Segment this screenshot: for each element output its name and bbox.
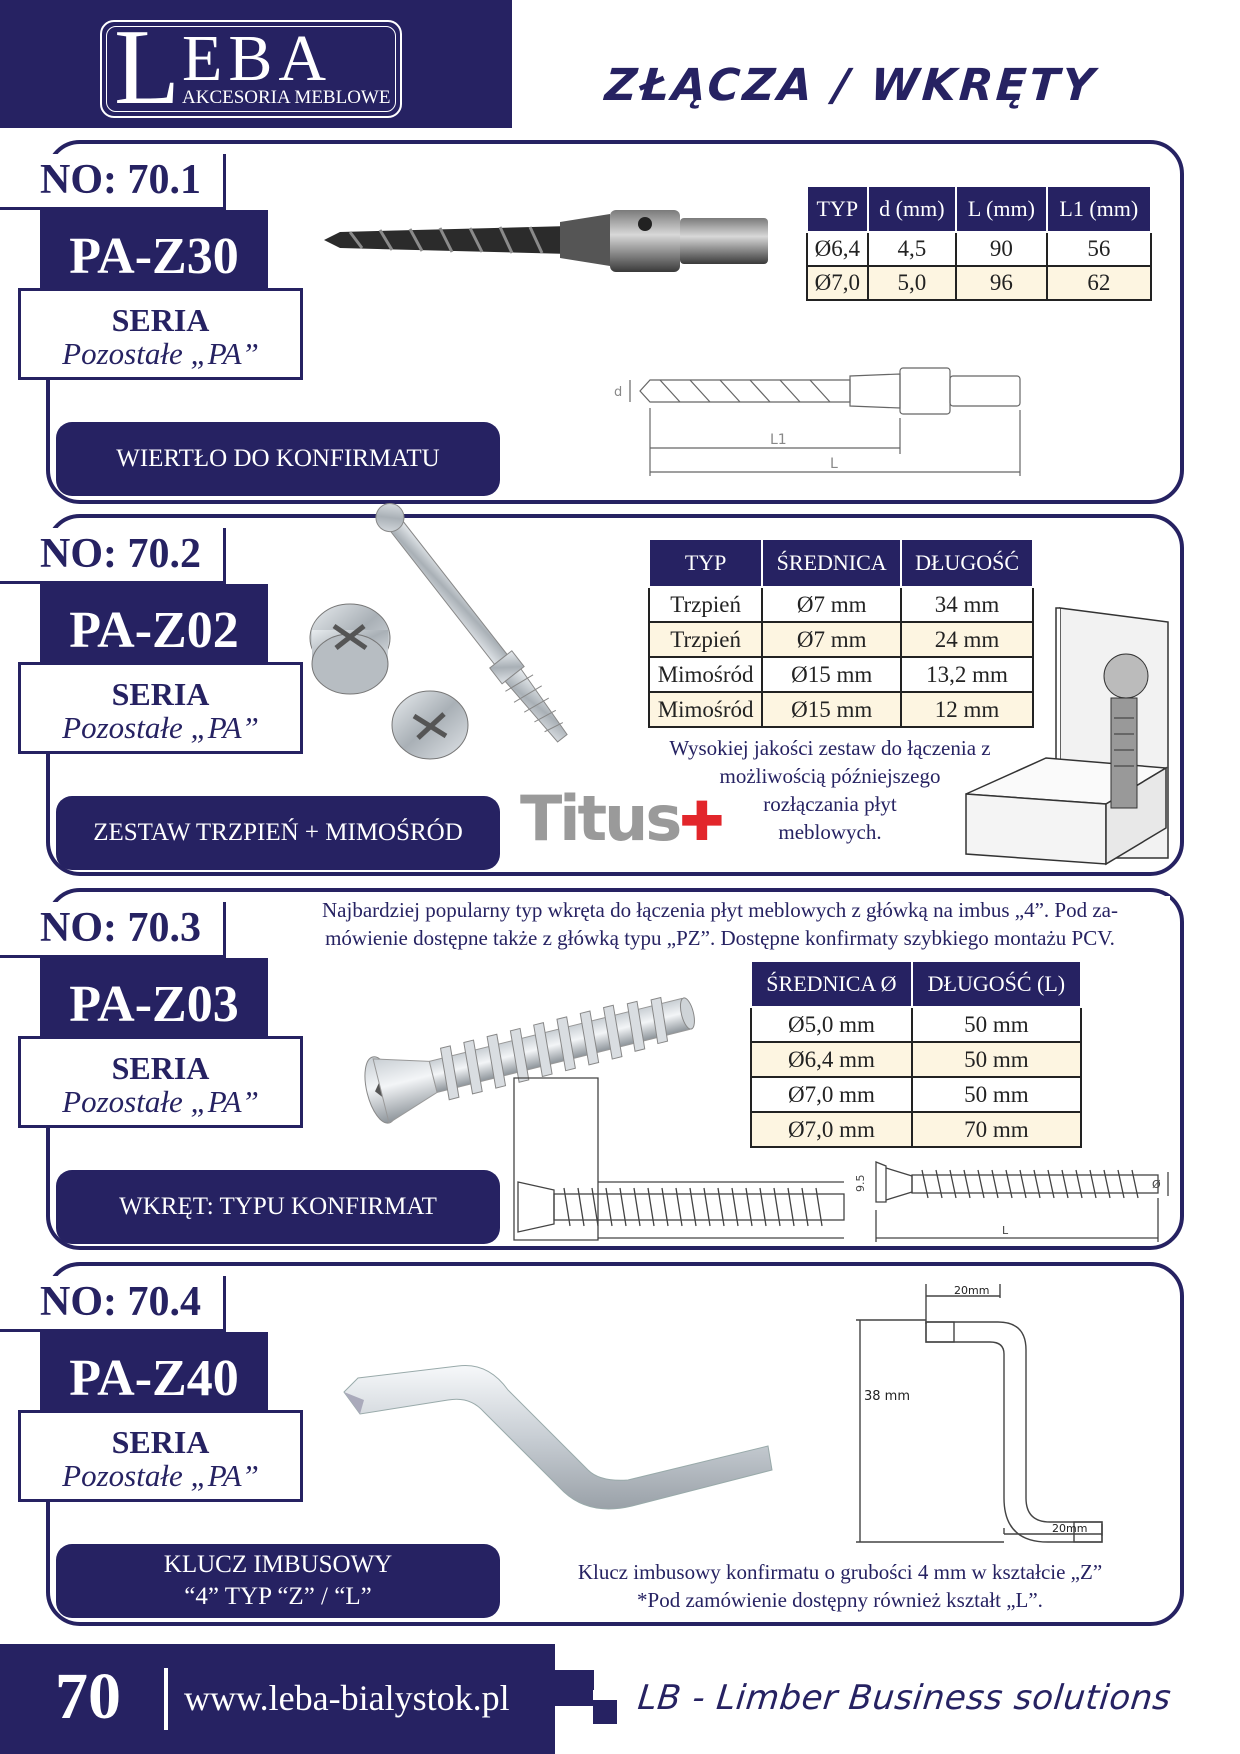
hex-key-image <box>338 1330 778 1500</box>
dimension-label: 20mm <box>954 1284 990 1297</box>
series-label: SERIA <box>111 676 210 712</box>
drill-technical-drawing <box>610 348 1070 478</box>
table-header: ŚREDNICA Ø <box>751 961 912 1007</box>
description-line: Wysokiej jakości zestaw do łączenia z <box>669 736 991 760</box>
table-row <box>807 232 1151 266</box>
page-title: ZŁĄCZA / WKRĘTY <box>603 60 1099 111</box>
product-code: PA-Z30 <box>40 210 268 304</box>
table-cell: Ø15 mm <box>762 657 901 692</box>
table-cell: 70 mm <box>912 1112 1081 1147</box>
dimension-label: 38 mm <box>864 1389 911 1404</box>
table-cell: 12 mm <box>901 692 1033 727</box>
logo-letter: L <box>114 8 180 127</box>
table-cell: 56 <box>1047 232 1151 266</box>
table-cell: Ø7 mm <box>762 622 901 657</box>
drill-bit-image <box>320 196 770 286</box>
table-cell: 24 mm <box>901 622 1033 657</box>
table-header: DŁUGOŚĆ <box>901 539 1033 587</box>
table-cell: Ø7,0 mm <box>751 1112 912 1147</box>
decor-square <box>593 1700 617 1724</box>
product-number: NO: 70.4 <box>0 1276 226 1332</box>
description-line: rozłączania płyt <box>763 792 897 816</box>
table-cell: 50 mm <box>912 1077 1081 1112</box>
product-label[interactable]: WIERTŁO DO KONFIRMATU <box>56 422 500 496</box>
table-cell: 62 <box>1047 266 1151 300</box>
product-code: PA-Z03 <box>40 958 268 1052</box>
table-header: ŚREDNICA <box>762 539 901 587</box>
spec-table-70-1 <box>806 185 1152 301</box>
description-line: *Pod zamówienie dostępny również kształt „L”. <box>637 1588 1043 1612</box>
table-cell: 90 <box>956 232 1046 266</box>
decor-square <box>574 1670 594 1690</box>
table-header: d (mm) <box>868 186 957 232</box>
screw-in-board-drawing <box>514 1078 844 1240</box>
table-row <box>807 266 1151 300</box>
description-line: możliwością późniejszego <box>719 764 941 788</box>
description-line: meblowych. <box>778 820 882 844</box>
intro-line: mówienie dostępne także z główką typu „PZ”. Dostępne konfirmaty szybkiego montażu PCV. <box>325 926 1115 950</box>
dimension-label: L1 <box>770 432 787 448</box>
table-cell: Ø5,0 mm <box>751 1007 912 1042</box>
series-box <box>18 1036 303 1128</box>
product-label[interactable]: WKRĘT: TYPU KONFIRMAT <box>56 1170 500 1244</box>
series-label: SERIA <box>111 302 210 338</box>
logo-subtitle: AKCESORIA MEBLOWE <box>182 87 391 108</box>
page-number: 70 <box>55 1660 121 1733</box>
decor-square <box>462 50 487 75</box>
table-cell: 96 <box>956 266 1046 300</box>
footer-divider <box>164 1668 168 1730</box>
table-cell: Ø15 mm <box>762 692 901 727</box>
footer-banner <box>0 1644 555 1754</box>
table-cell: Ø7 mm <box>762 587 901 622</box>
table-cell: Trzpień <box>649 587 762 622</box>
dimension-label: L <box>830 456 838 472</box>
series-label: SERIA <box>111 1050 210 1086</box>
table-cell: Ø7,0 <box>807 266 868 300</box>
dimension-label: Ø <box>1152 1178 1161 1191</box>
product-description <box>540 1558 1140 1614</box>
screw-dimension-drawing <box>852 1162 1174 1246</box>
brand-name: Titus <box>520 782 680 855</box>
label-line: “4” TYP “Z” / “L” <box>184 1583 372 1610</box>
table-header: TYP <box>649 539 762 587</box>
label-line: KLUCZ IMBUSOWY <box>163 1551 393 1578</box>
dimension-label: 9.5 <box>854 1174 867 1192</box>
table-cell: 34 mm <box>901 587 1033 622</box>
table-cell: 50 mm <box>912 1042 1081 1077</box>
table-cell: Mimośród <box>649 657 762 692</box>
product-number: NO: 70.3 <box>0 902 226 958</box>
leba-logo[interactable] <box>100 8 402 127</box>
header-banner <box>0 0 512 128</box>
series-name: Pozostałe „PA” <box>62 710 259 745</box>
product-label[interactable]: ZESTAW TRZPIEŃ + MIMOŚRÓD <box>56 796 500 870</box>
hex-key-technical-drawing <box>850 1284 1160 1542</box>
product-label[interactable] <box>56 1544 500 1618</box>
series-name: Pozostałe „PA” <box>62 1084 259 1119</box>
table-row <box>751 1042 1081 1077</box>
table-cell: 4,5 <box>868 232 957 266</box>
series-box <box>18 662 303 754</box>
decor-square <box>555 1644 593 1670</box>
dimension-label: 20mm <box>1052 1522 1088 1535</box>
product-code: PA-Z40 <box>40 1332 268 1426</box>
table-cell: Ø6,4 <box>807 232 868 266</box>
product-number: NO: 70.1 <box>0 154 226 210</box>
intro-line: Najbardziej popularny typ wkręta do łączenia płyt meblowych z główką na imbus „4”. Pod za- <box>322 898 1118 922</box>
footer-tagline: LB - Limber Business solutions <box>635 1678 1174 1718</box>
dimension-label: d <box>614 385 623 400</box>
table-header: TYP <box>807 186 868 232</box>
table-cell: 13,2 mm <box>901 657 1033 692</box>
table-cell: Ø7,0 mm <box>751 1077 912 1112</box>
plus-icon: ✚ <box>679 790 722 853</box>
product-number: NO: 70.2 <box>0 528 226 584</box>
table-cell: 5,0 <box>868 266 957 300</box>
dimension-label: L <box>1002 1224 1009 1237</box>
table-cell: Ø6,4 mm <box>751 1042 912 1077</box>
table-cell: Trzpień <box>649 622 762 657</box>
cam-bolt-set-image <box>300 530 630 770</box>
table-header: L (mm) <box>956 186 1046 232</box>
table-header: DŁUGOŚĆ (L) <box>912 961 1081 1007</box>
website-link[interactable]: www.leba-bialystok.pl <box>184 1678 510 1718</box>
assembly-drawing <box>956 608 1176 866</box>
series-name: Pozostałe „PA” <box>62 1458 259 1493</box>
series-name: Pozostałe „PA” <box>62 336 259 371</box>
description-line: Klucz imbusowy konfirmatu o grubości 4 mm w kształcie „Z” <box>577 1560 1103 1584</box>
series-label: SERIA <box>111 1424 210 1460</box>
table-cell: Mimośród <box>649 692 762 727</box>
table-cell: 50 mm <box>912 1007 1081 1042</box>
product-intro-overlay <box>270 896 1170 952</box>
table-row <box>751 1007 1081 1042</box>
product-code: PA-Z02 <box>40 584 268 678</box>
decor-square <box>462 100 487 128</box>
decor-square <box>487 75 512 100</box>
series-box <box>18 1410 303 1502</box>
series-box <box>18 288 303 380</box>
logo-text: EBA <box>182 22 332 95</box>
table-header: L1 (mm) <box>1047 186 1151 232</box>
